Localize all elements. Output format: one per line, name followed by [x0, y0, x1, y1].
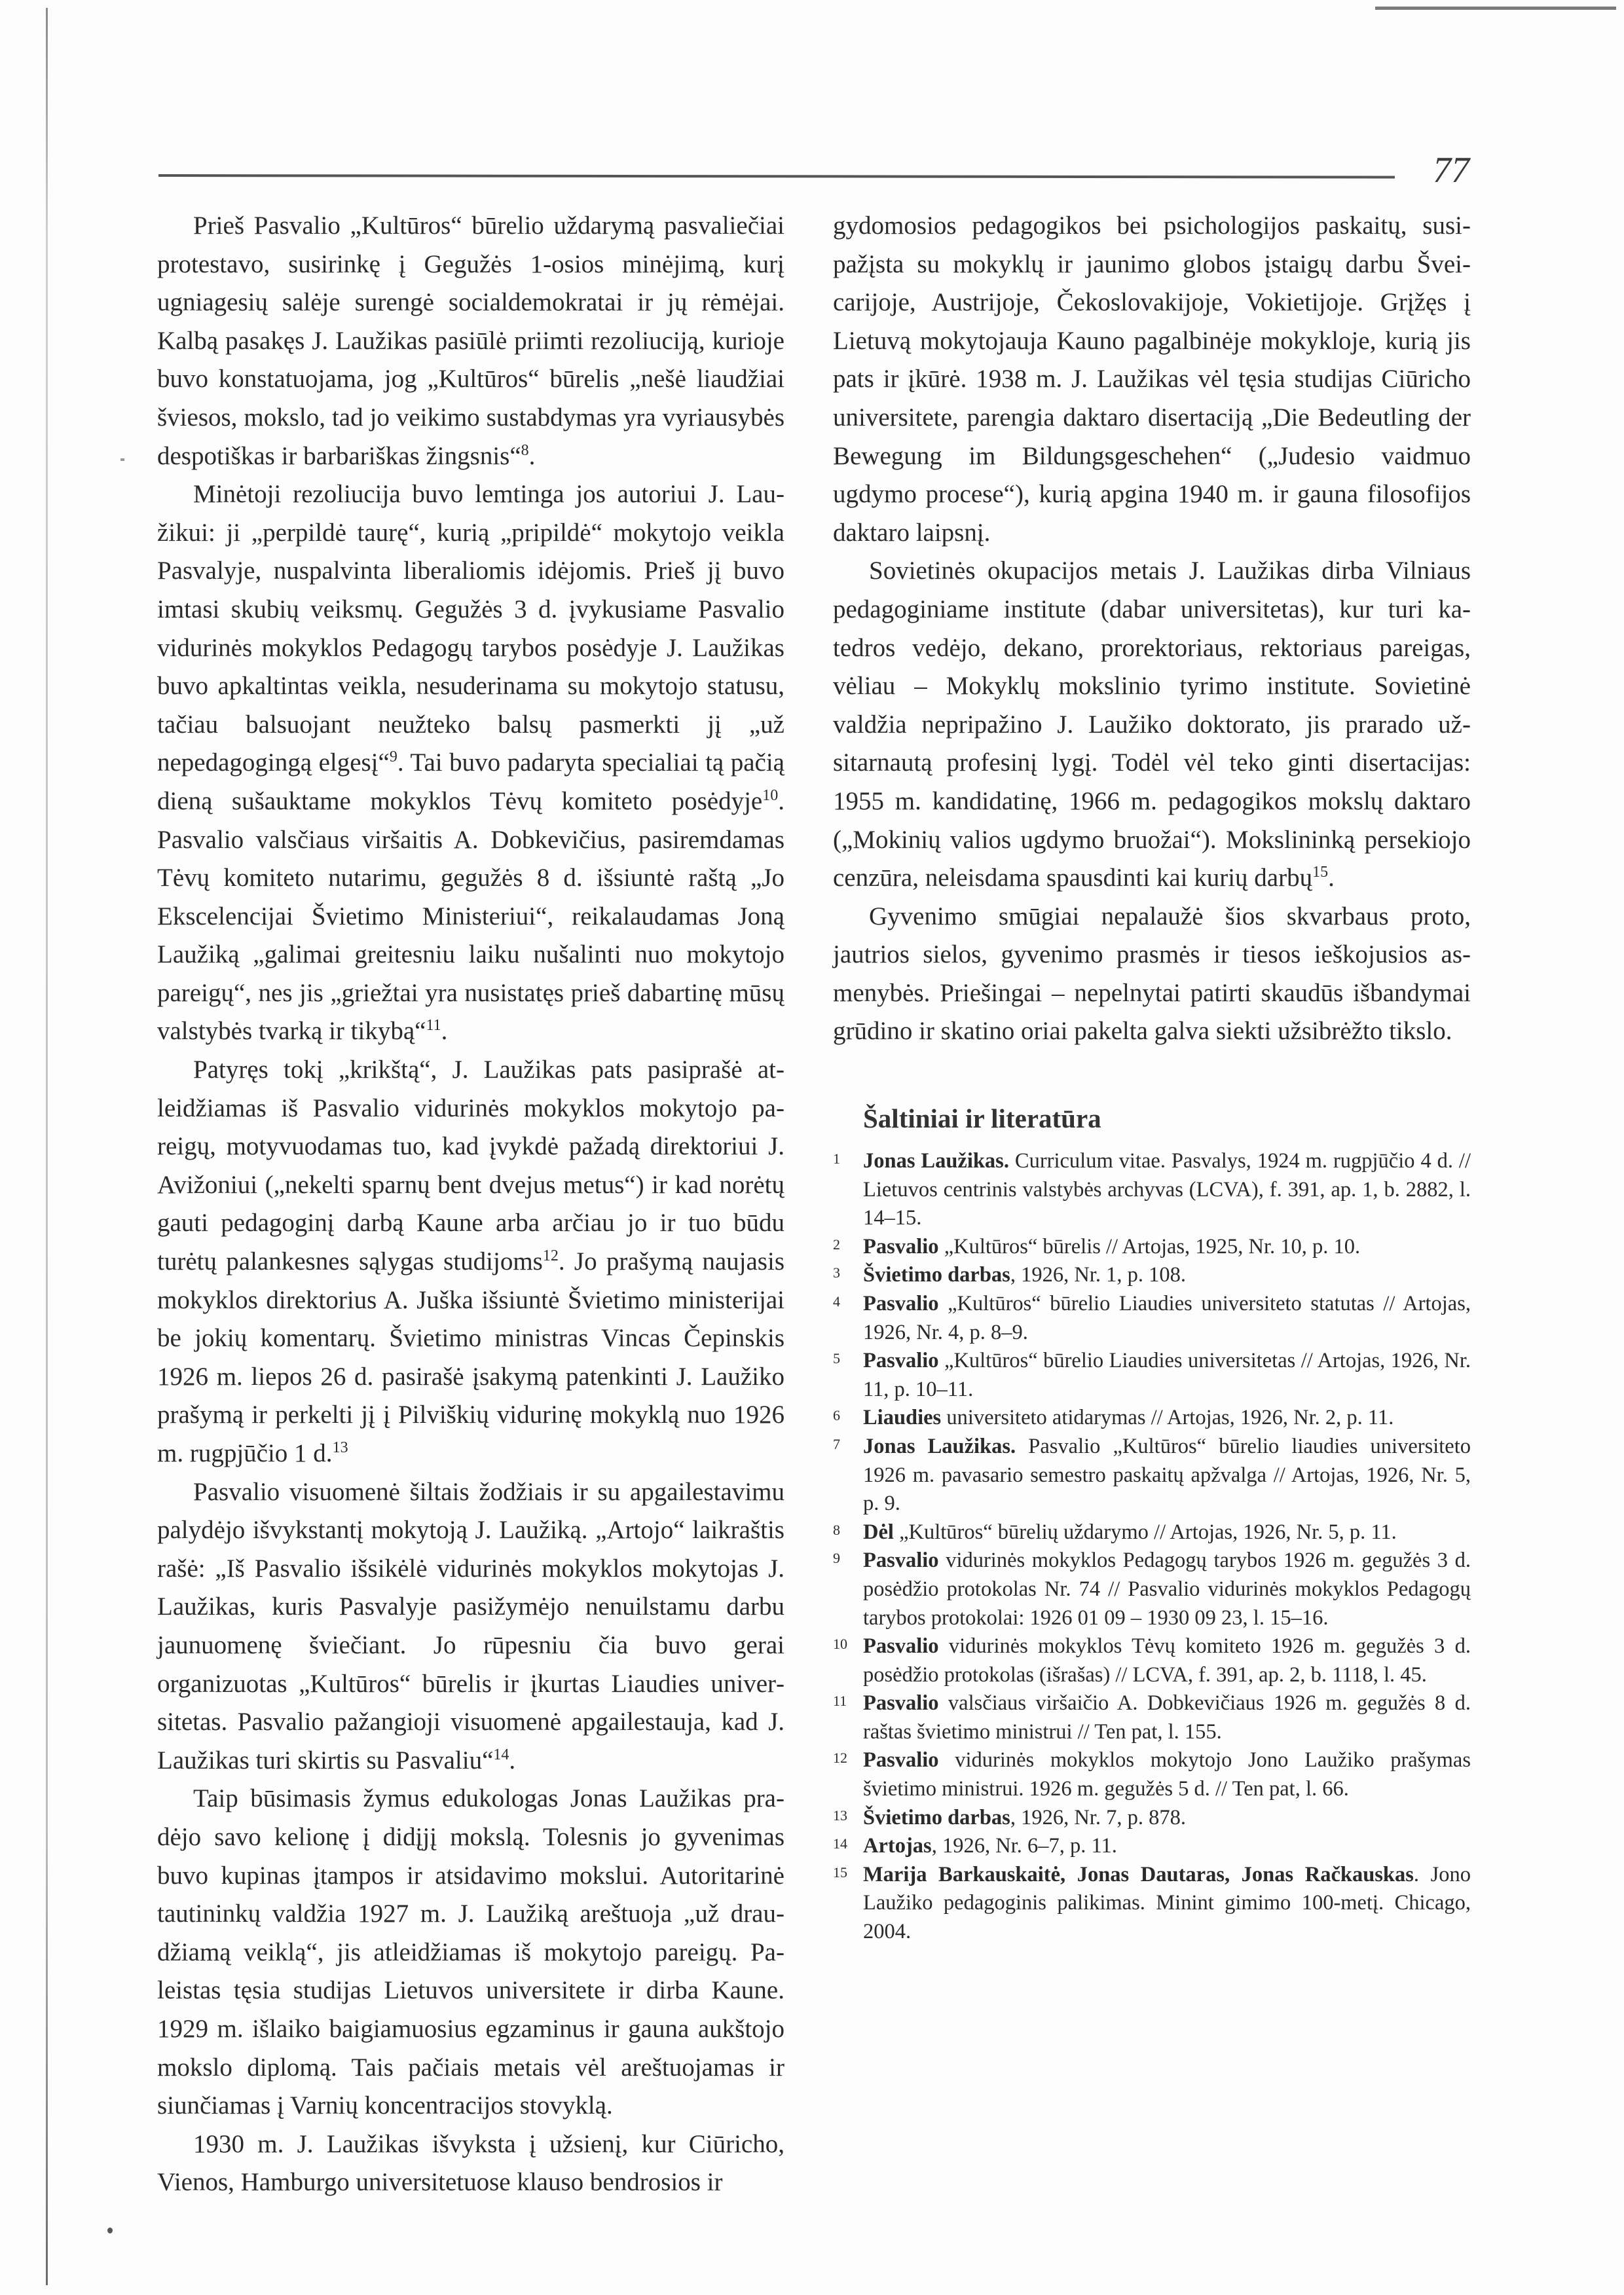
reference-item: 5 Pasvalio „Kultūros“ būrelio Liaudies universitetas // Artojas, 1926, Nr. 11, p. 10–11.	[833, 1347, 1471, 1404]
scan-edge-top	[1375, 7, 1616, 10]
reference-number: 12	[833, 1750, 847, 1767]
reference-number: 1	[833, 1150, 840, 1167]
scan-speck	[107, 2228, 113, 2233]
reference-number: 2	[833, 1236, 840, 1253]
body-column-right	[833, 207, 1471, 1051]
reference-author: Pasvalio	[863, 1349, 939, 1373]
reference-author: Liaudies	[863, 1406, 942, 1430]
paragraph: Taip būsimasis žymus edukologas Jonas Laužikas pradėjo savo kelionę į didįjį mokslą. Tolesnis jo gyvenimas buvo kupinas įtampos ir atsidavimo mokslui. Autoritarinė tautininkų valdžia 1927 m. J. Laužiką areštuoja „už draudžiamą veiklą“, jis atleidžiamas iš mokytojo pareigų. Paleistas tęsia studijas Lietuvos universitete ir dirba Kaune. 1929 m. išlaiko baigiamuosius egzaminus ir gauna aukštojo mokslo diplomą. Tais pačiais metais vėl areštuojamas ir siunčiamas į Varnių koncentracijos stovyklą.	[157, 1784, 784, 2120]
footnote-ref: 13	[332, 1439, 348, 1456]
reference-number: 11	[833, 1693, 847, 1710]
reference-author: Pasvalio	[863, 1634, 939, 1659]
reference-author: Jonas Laužikas.	[863, 1434, 1016, 1458]
reference-item: 7 Jonas Laužikas. Pasvalio „Kultūros“ būrelio liaudies universiteto 1926 m. pavasario semestro paskaitų apžvalga // Artojas, 1926, Nr. 5, p. 9.	[833, 1433, 1471, 1518]
reference-number: 7	[833, 1435, 840, 1452]
reference-number: 5	[833, 1350, 840, 1367]
footnote-ref: 10	[762, 786, 779, 804]
reference-number: 6	[833, 1407, 840, 1424]
reference-author: Marija Barkauskaitė, Jonas Dautaras, Jonas Račkauskas	[863, 1862, 1414, 1886]
reference-number: 15	[833, 1864, 847, 1881]
reference-author: Artojas	[863, 1834, 932, 1858]
reference-author: Pasvalio	[863, 1549, 939, 1573]
page-number: 77	[1433, 150, 1469, 191]
reference-item: 9 Pasvalio vidurinės mokyklos Pedagogų tarybos 1926 m. gegužės 3 d. posėdžio protokolas Nr. 74 // Pasvalio vidurinės mokyklos Pedagogų tarybos protokolai: 1926 01 09 – 1930 09 23, l. 15–16.	[833, 1547, 1471, 1632]
reference-author: Pasvalio	[863, 1748, 939, 1772]
reference-author: Pasvalio	[863, 1234, 939, 1258]
header-rule	[158, 174, 1395, 179]
reference-author: Dėl	[863, 1520, 894, 1544]
reference-item: 8 Dėl „Kultūros“ būrelių uždarymo // Artojas, 1926, Nr. 5, p. 11.	[833, 1518, 1471, 1547]
reference-item: 15 Marija Barkauskaitė, Jonas Dautaras, Jonas Račkauskas. Jono Laužiko pedagoginis palikimas. Minint gimimo 100-metį. Chicago, 2004.	[833, 1861, 1471, 1947]
paragraph: Patyręs tokį „krikštą“, J. Laužikas pats pasiprašė atleidžiamas iš Pasvalio vidurinės mokyklos mokytojo pareigų, motyvuodamas tuo, kad įvykdė pažadą direktoriui J. Avižoniui („nekelti sparnų bent dvejus metus“) ir kad norėtų gauti pedagoginį darbą Kaune arba arčiau jo ir tuo būdu turėtų palankesnes sąlygas studijoms$^{12}$. Jo prašymą naujasis mokyklos direktorius A. Juška išsiuntė Švietimo ministerijai be jokių komentarų. Švietimo ministras Vincas Čepinskis 1926 m. liepos 26 d. pasirašė įsakymą patenkinti J. Laužiko prašymą ir perkelti jį į Pilviškių vidurinę mokyklą nuo 1926 m. rugpjūčio 1 d.$^{13}$	[157, 1056, 784, 1467]
reference-number: 3	[833, 1264, 840, 1281]
body-column-left	[157, 207, 784, 2202]
reference-number: 8	[833, 1521, 840, 1538]
reference-number: 14	[833, 1835, 847, 1852]
footnote-ref: 14	[493, 1746, 509, 1763]
scan-speck	[120, 458, 124, 461]
reference-number: 10	[833, 1636, 847, 1653]
reference-item: 14 Artojas, 1926, Nr. 6–7, p. 11.	[833, 1832, 1471, 1861]
footnote-ref: 11	[426, 1017, 441, 1035]
footnote-ref: 15	[1312, 864, 1329, 881]
reference-author: Jonas Laužikas.	[863, 1149, 1009, 1173]
reference-item: 12 Pasvalio vidurinės mokyklos mokytojo Jono Laužiko prašymas švietimo ministrui. 1926 m. gegužės 5 d. // Ten pat, l. 66.	[833, 1746, 1471, 1803]
reference-item: 11 Pasvalio valsčiaus viršaičio A. Dobkevičiaus 1926 m. gegužės 8 d. raštas švietimo ministrui // Ten pat, l. 155.	[833, 1689, 1471, 1746]
paragraph: 1930 m. J. Laužikas išvyksta į užsienį, kur Ciūricho, Vienos, Hamburgo universitetuose klauso bendrosios ir	[157, 2129, 784, 2197]
paragraph: Prieš Pasvalio „Kultūros“ būrelio uždarymą pasvaliečiai protestavo, susirinkę į Gegužės 1-osios minėjimą, kurį ugniagesių salėje surengė socialdemokratai ir jų rėmėjai. Kalbą pasakęs J. Laužikas pasiūlė priimti rezoliuciją, kurioje buvo konstatuojama, jog „Kultūros“ būrelis „nešė liaudžiai šviesos, mokslo, tad jo veikimo sustabdymas yra vyriausybės despotiškas ir barbariškas žingsnis“$^8$.	[157, 211, 784, 470]
reference-item: 1 Jonas Laužikas. Curriculum vitae. Pasvalys, 1924 m. rugpjūčio 4 d. // Lietuvos centrinis valstybės archyvas (LCVA), f. 391, ap. 1, b. 2882, l. 14–15.	[833, 1147, 1471, 1233]
reference-number: 9	[833, 1550, 840, 1567]
paragraph: Pasvalio visuomenė šiltais žodžiais ir su apgailestavimu palydėjo išvykstantį mokytoją J. Laužiką. „Artojo“ laikraštis rašė: „Iš Pasvalio išsikėlė vidurinės mokyklos mokytojas J. Laužikas, kuris Pasvalyje pasižymėjo nenuilstamu darbu jaunuomenę šviečiant. Jo rūpesniu čia buvo gerai organizuotas „Kultūros“ būrelis ir įkurtas Liaudies universitetas. Pasvalio pažangioji visuomenė apgailestauja, kad J. Laužikas turi skirtis su Pasvaliu“$^{14}$.	[157, 1477, 784, 1774]
reference-number: 13	[833, 1807, 847, 1824]
reference-item: 6 Liaudies universiteto atidarymas // Artojas, 1926, Nr. 2, p. 11.	[833, 1404, 1471, 1433]
paragraph: Minėtoji rezoliucija buvo lemtinga jos autoriui J. Laužikui: ji „perpildė taurę“, kurią „pripildė“ mokytojo veikla Pasvalyje, nuspalvinta liberaliomis idėjomis. Prieš jį buvo imtasi skubių veiksmų. Gegužės 3 d. įvykusiame Pasvalio vidurinės mokyklos Pedagogų tarybos posėdyje J. Laužikas buvo apkaltintas veikla, nesuderinama su mokytojo statusu, tačiau balsuojant neužteko balsų pasmerkti jį „už nepedagogingą elgesį“$^9$. Tai buvo padaryta specialiai tą pačią dieną sušauktame mokyklos Tėvų komiteto posėdyje$^{10}$. Pasvalio valsčiaus viršaitis A. Dobkevičius, pasiremdamas Tėvų komiteto nutarimu, gegužės 8 d. išsiuntė raštą „Jo Ekscelencijai Švietimo Ministeriui“, reikalaudamas Joną Laužiką „galimai greitesniu laiku nušalinti nuo mokytojo pareigų“, nes jis „griežtai yra nusistatęs prieš dabartinę mūsų valstybės tvarką ir tikybą“$^{11}$.	[157, 480, 784, 1046]
footnote-ref: 9	[389, 748, 397, 766]
reference-item: 10 Pasvalio vidurinės mokyklos Tėvų komiteto 1926 m. gegužės 3 d. posėdžio protokolas (išrašas) // LCVA, f. 391, ap. 2, b. 1118, l. 45.	[833, 1632, 1471, 1689]
paragraph: Sovietinės okupacijos metais J. Laužikas dirba Vilniaus pedagoginiame institute (dabar universitetas), kur turi katedros vedėjo, dekano, prorektoriaus, rektoriaus pareigas, vėliau – Mokyklų mokslinio tyrimo institute. Sovietinė valdžia nepripažino J. Laužiko doktorato, jis prarado užsitarnautą profesinį lygį. Todėl vėl teko ginti disertacijas: 1955 m. kandidatinę, 1966 m. pedagogikos mokslų daktaro („Mokinių valios ugdymo bruožai“). Mokslininką persekiojo cenzūra, neleisdama spausdinti kai kurių darbų$^{15}$.	[833, 557, 1471, 892]
footnote-ref: 8	[521, 441, 529, 459]
reference-author: Pasvalio	[863, 1291, 939, 1315]
scan-edge-left	[46, 8, 48, 2285]
reference-number: 4	[833, 1293, 840, 1310]
reference-item: 3 Švietimo darbas, 1926, Nr. 1, p. 108.	[833, 1261, 1471, 1290]
reference-item: 13 Švietimo darbas, 1926, Nr. 7, p. 878.	[833, 1804, 1471, 1833]
paragraph: Gyvenimo smūgiai nepalaužė šios skvarbaus proto, jautrios sielos, gyvenimo prasmės ir tiesos ieškojusios asmenybės. Priešingai – nepelnytai patirti skaudūs išbandymai grūdino ir skatino oriai pakelta galva siekti užsibrėžto tikslo.	[833, 902, 1471, 1046]
reference-item: 2 Pasvalio „Kultūros“ būrelis // Artojas, 1925, Nr. 10, p. 10.	[833, 1233, 1471, 1262]
reference-author: Švietimo darbas	[863, 1805, 1010, 1829]
reference-author: Pasvalio	[863, 1691, 939, 1716]
reference-author: Švietimo darbas	[863, 1263, 1010, 1287]
paragraph: gydomosios pedagogikos bei psichologijos paskaitų, susipažįsta su mokyklų ir jaunimo globos įstaigų darbu Šveicarijoje, Austrijoje, Čekoslovakijoje, Vokietijoje. Grįžęs į Lietuvą mokytojauja Kauno pagalbinėje mokykloje, kurią jis pats ir įkūrė. 1938 m. J. Laužikas vėl tęsia studijas Ciūricho universitete, parengia daktaro disertaciją „Die Bedeutling der Bewegung im Bildungsgeschehen“ („Judesio vaidmuo ugdymo procese“), kurią apgina 1940 m. ir gauna filosofijos daktaro laipsnį.	[833, 211, 1471, 547]
footnote-ref: 12	[542, 1247, 559, 1265]
reference-item: 4 Pasvalio „Kultūros“ būrelio Liaudies universiteto statutas // Artojas, 1926, Nr. 4, p. 8–9.	[833, 1290, 1471, 1347]
references-heading: Šaltiniai ir literatūra	[863, 1103, 1101, 1133]
references-list	[833, 1147, 1471, 1947]
